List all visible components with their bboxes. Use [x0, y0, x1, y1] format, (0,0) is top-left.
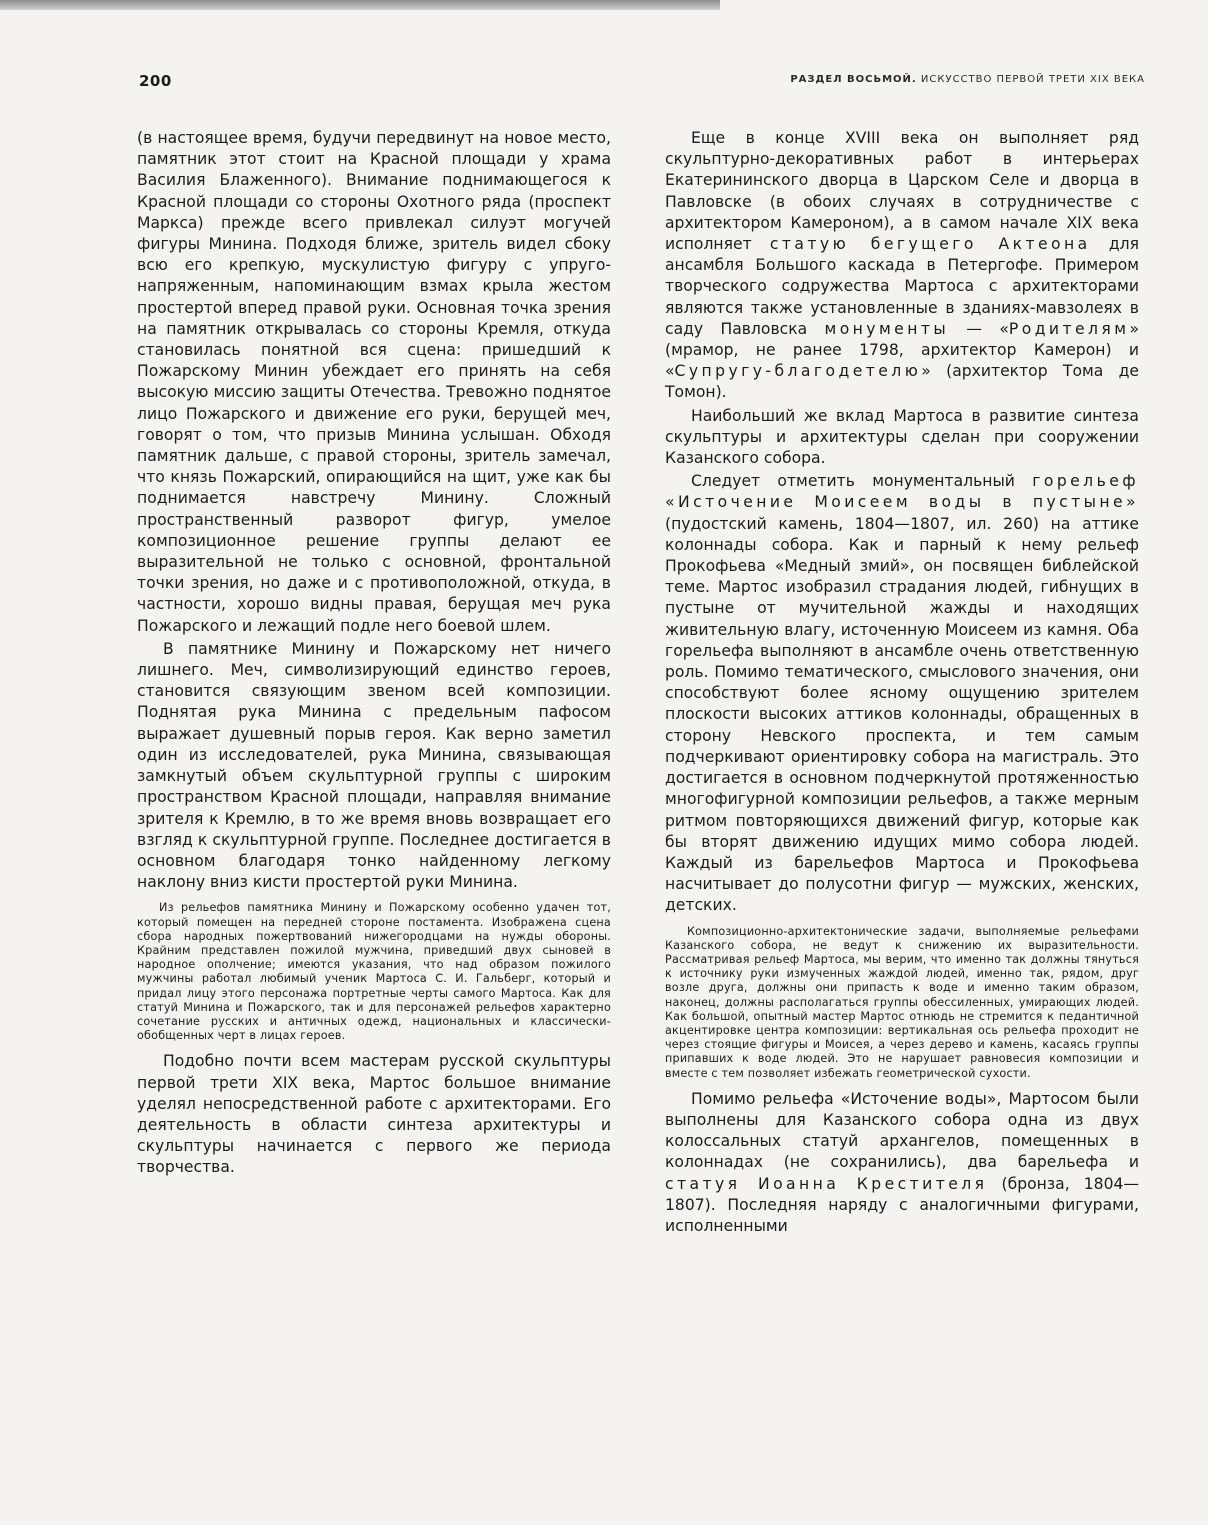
running-head: [790, 74, 1145, 85]
spaced-term: статую бегущего Актеона: [769, 235, 1091, 254]
paragraph: (в настоящее время, будучи передвинут на новое место, памятник этот стоит на Красной площади у храма Василия Блаженного). Внимание поднимающегося к Красной площади со стороны Охотного ряда (проспект Маркса) прежде всего привлекал силуэт могучей фигуры Минина. Подходя ближе, зритель видел сбоку всю его крепкую, мускулистую фигуру с упруго-напряженным, напоминающим взмах крыла жестом простертой вперед правой руки. Основная точка зрения на памятник открывалась со стороны Кремля, откуда становилась понятной вся сцена: пришедший к Пожарскому Минин убеждает его принять на себя высокую миссию защиты Отечества. Тревожно поднятое лицо Пожарского и движение его руки, берущей меч, говорят о том, что призыв Минина услышан. Обходя памятник дальше, с правой стороны, зритель замечал, что князь Пожарский, опирающийся на щит, уже как бы поднимается навстречу Минину. Сложный пространственный разворот фигур, умелое композиционное решение группы делают ее выразительной не только с основной, фронтальной точки зрения, но даже и с противоположной, откуда, в частности, хорошо видны правая, берущая меч рука Пожарского и лежащий подле него боевой шлем.: [137, 129, 611, 635]
small-print-note: Из рельефов памятника Минину и Пожарскому особенно удачен тот, который помещен на передней стороне постамента. Изображена сцена сбора народных пожертвований нижегородцами на нужды обороны. Крайним представлен пожилой мужчина, приведший двух сыновей в народное ополчение; имеются указания, что над образом пожилого мужчины работал любимый ученик Мартоса С. И. Гальберг, который и придал лицу этого персонажа портретные черты самого Мартоса. Как для статуй Минина и Пожарского, так и для персонажей рельефов характерно сочетание русских и античных одежд, национальных и классически-обобщенных черт в лицах героев.: [137, 901, 611, 1043]
spaced-term: монументы: [824, 319, 950, 338]
paragraph: [665, 128, 1139, 404]
spaced-term: статуя Иоанна Крестителя: [665, 1174, 988, 1193]
text-run: Еще в конце XVIII века он выполняет ряд скульптурно-декоративных работ в интерьерах Екатерининского дворца в Царском Селе и дворца в Павловске (в обоих случаях в сотрудничестве с архитектором Камероном), а в самом начале XIX века исполняет: [665, 129, 1139, 254]
left-column: [137, 128, 611, 1179]
spaced-term: Супругу-благодетелю: [674, 362, 922, 381]
text-run: для ансамбля Большого каскада в Петергофе. Примером творческого содружества Мартоса с архитекторами являются также установленные в зданиях-мавзолеях в саду Павловска: [665, 235, 1139, 338]
spaced-term: горельеф «Источение Моисеем воды в пустыне»: [665, 472, 1139, 512]
text-run: Помимо рельефа «Источение воды», Мартосом были выполнены для Казанского собора одна из двух колоссальных статуй архангелов, помещенных в колоннадах (не сохранились), два барельефа и: [665, 1089, 1139, 1172]
page-number: 200: [139, 72, 172, 90]
text-run: (пудостский камень, 1804—1807, ил. 260) на аттике колоннады собора. Как и парный к нему рельеф Прокофьева «Медный змий», он посвящен библейской теме. Мартос изобразил страдания людей, гибнущих в пустыне от мучительной жажды и находящих живительную влагу, источенную Моисеем из камня. Оба горельефа выполняют в ансамбле очень ответственную роль. Помимо тематического, смыслового значения, они способствуют более ясному ощущению зрителем плоскости высоких аттиков колоннады, обращенных в сторону Невского проспекта, и тем самым подчеркивают ориентировку собора на магистраль. Это достигается в основном подчеркнутой протяженностью многофигурной композиции рельефов, а также мерным ритмом повторяющихся движений фигур, которые как бы вторят движению идущих мимо собора людей. Каждый из барельефов Мартоса и Прокофьева насчитывает до полусотни фигур — мужских, женских, детских.: [665, 514, 1139, 915]
paragraph: В памятнике Минину и Пожарскому нет ничего лишнего. Меч, символизирующий единство героев, становится связующим звеном всей композиции. Поднятая рука Минина с предельным пафосом выражает душевный порыв героя. Как верно заметил один из исследователей, рука Минина, связывающая замкнутый объем скульптурной группы с широким пространством Красной площади, направляя внимание зрителя к Кремлю, в то же время вновь возвращает его взгляд к скульптурной группе. Последнее достигается в основном благодаря тонко найденному легкому наклону вниз кисти простертой руки Минина.: [137, 639, 611, 892]
paragraph: Наибольший же вклад Мартоса в развитие синтеза скульптуры и архитектуры сделан при сооружении Казанского собора.: [665, 406, 1139, 468]
small-print-note: Композиционно-архитектонические задачи, выполняемые рельефами Казанского собора, не ведут к снижению их выразительности. Рассматривая рельеф Мартоса, мы верим, что именно так должны тянуться к источнику руки измученных жаждой людей, именно так, рядом, друг возле друга, должны они припасть к воде и именно таким образом, наконец, должны располагаться группы обессиленных, умирающих людей. Как большой, опытный мастер Мартос отнюдь не стремится к педантичной акцентировке центра композиции: вертикальная ось рельефа проходит не через стоящие фигуры и Моисея, а через дерево и камень, касаясь группы припавших к воде людей. Это не нарушает равновесия композиции и вместе с тем позволяет избежать геометрической сухости.: [665, 924, 1139, 1080]
text-run: (бронза, 1804—1807). Последняя наряду с аналогичными фигурами, исполненными: [665, 1174, 1139, 1235]
paragraph: [665, 471, 1139, 916]
text-run: Следует отметить монументальный: [691, 472, 1015, 491]
section-label: РАЗДЕЛ ВОСЬМОЙ.: [790, 74, 917, 85]
text-run: — «: [966, 319, 1009, 338]
right-column: [665, 128, 1139, 1237]
spaced-term: Родителям: [1008, 319, 1130, 338]
text-run: » (мрамор, не ранее 1798, архитектор Камерон) и «: [665, 319, 1139, 381]
text-run: » (архитектор Тома де Томон).: [665, 362, 1139, 402]
paragraph: [665, 1089, 1139, 1237]
section-title: ИСКУССТВО ПЕРВОЙ ТРЕТИ XIX ВЕКА: [920, 74, 1145, 85]
paragraph: Подобно почти всем мастерам русской скульптуры первой трети XIX века, Мартос большое внимание уделял непосредственной работе с архитекторами. Его деятельность в области синтеза архитектуры и скульптуры начинается с первого же периода творчества.: [137, 1052, 611, 1177]
scan-top-edge: [0, 0, 720, 10]
